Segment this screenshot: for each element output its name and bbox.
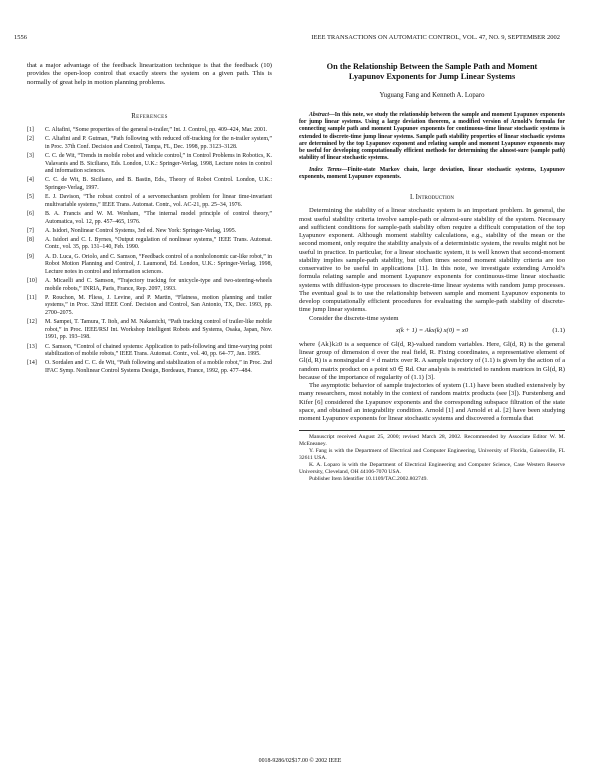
reference-number: [1] [27,127,34,133]
equation-body: x(k + 1) = Akx(k) x(0) = x0 [395,326,469,334]
introduction-heading: I. Introduction [409,194,455,202]
reference-number: [2] [27,136,34,143]
intro-paragraph-1: Determining the stability of a linear stochastic system is an important problem. In general, the most useful stability criteria involve sample-path or almost-sure stability of the system. Necessary and sufficient conditions for sample-path stability often require a difficult computation of the top Lyapunov exponent. Although moment stability calculations, e.g., stability of the mean or the second moment, only require the stability analysis of a deterministic system, the results might not be useful in practice. In particular, for a linear stochastic system, it is well known that second-moment stability implies sample-path stability, but often times second moment stability criteria are too conservative to be useful in applications [11]. In this note, we investigate extending Arnold’s formula relating sample and moment Lyapunov exponents for continuous-time linear stochastic systems with diffusion-type processes to discrete-time linear systems with random jump processes. The eventual goal is to use the relationship between sample and moment Lyapunov exponents to develop computationally efficient procedures for evaluating the sample-path stability of discrete-time jump linear systems. [299,207,565,314]
reference-number: [6] [27,210,34,217]
reference-text: C. Samson, “Control of chained systems: Application to path-following and time-varying point stabilization of mobile robots,” IEEE Trans. Automat. Contr., vol. 40, pp. 64–77, Jan. 1995. [45,343,272,358]
reference-item [27,194,272,209]
page-number: 1556 [14,34,27,41]
reference-number: [3] [27,152,34,159]
references-heading: References [131,112,168,120]
reference-text: C. Altafini, “Some properties of the general n-trailer,” Int. J. Control, pp. 409–424, Mar. 2001. [45,127,268,133]
reference-item [27,278,272,293]
reference-text: C. C. de Wit, B. Siciliano, and B. Bastin, Eds., Theory of Robot Control. London, U.K.: Springer-Verlag, 1997. [45,177,272,191]
equation-1-1 [299,327,565,336]
reference-number: [10] [27,278,37,285]
carryover-paragraph: that a major advantage of the feedback linearization technique is that the feedback (10) provides the open-loop control that exactly steers the system on a given path. This is normally of great help in motion planning problems. [27,62,272,86]
right-column [299,62,565,483]
footnote-divider [299,430,565,431]
reference-text: E. J. Davison, “The robust control of a servomechanism problem for linear time-invariant multivariable systems,” IEEE Trans. Automat. Contr., vol. AC-21, pp. 25–34, 1976. [45,194,272,208]
reference-item [27,153,272,176]
reference-item [27,177,272,192]
reference-number: [8] [27,236,34,243]
reference-text: B. A. Francis and W. M. Wonham, “The internal model principle of control theory,” Automatica, vol. 12, pp. 457–465, 1976. [45,210,272,225]
reference-number: [11] [27,294,37,301]
reference-item [27,237,272,252]
reference-item [27,228,272,236]
reference-number: [5] [27,194,34,201]
paper-title: On the Relationship Between the Sample Path and Moment Lyapunov Exponents for Jump Linear Systems [326,62,538,81]
footnote-publisher-id: Publisher Item Identifier 10.1109/TAC.2002.802749. [309,476,428,483]
reference-text: P. Rouchon, M. Fliess, J. Levine, and P. Martin, “Flatness, motion planning and trailer systems,” in Proc. 32nd IEEE Conf. Decision and Control, San Antonio, TX, Dec. 1993, pp. 2700–2075. [45,294,272,316]
reference-item [27,344,272,359]
abstract-text: In this note, we study the relationship between the sample and moment Lyapunov exponents for jump linear systems. Using a large deviation theorem, a modified version of Arnold’s formula for connecting sample path and moment Lyapunov exponents for continuous-time linear stochastic systems is extended to discrete-time jump linear systems. Sample path stability properties of linear stochastic systems are determined by the top Lyapunov exponent and relating sample and moment Lyapunov exponents may be useful for developing computationally efficient methods for determining the almost-sure (sample path) stability of linear stochastic systems. [299,112,565,161]
reference-text: C. C. de Wit, “Trends in mobile robot and vehicle control,” in Control Problems in Robotics, K. Valavanis and B. Siciliano, Eds. London, U.K.: Springer-Verlag, 1998, Lecture notes in control and information sciences. [45,152,272,175]
reference-list [27,127,272,376]
reference-item [27,211,272,226]
left-column [27,62,272,377]
intro-paragraph-4: The asymptotic behavior of sample trajectories of system (1.1) have been studied extensively by many researchers, most notably in the context of random matrix products (see [3]). Furstenberg and Kifer [6] considered the Lyapunov exponents and the corresponding subspace filtration of the state space, and obtained an integrability condition. Arnold [1] and Arnold et al. [2] have been studying moment Lyapunov exponents for linear stochastic systems and discovered a formula that [299,382,565,423]
reference-text: M. Sampei, T. Tamura, T. Itoh, and M. Nakamichi, “Path tracking control of trailer-like mobile robot,” in Proc. IEEE/RSJ Int. Workshop Intelligent Robots and Systems, Osaka, Japan, Nov. 1991, pp. 193–198. [45,319,272,341]
index-terms [299,167,565,181]
index-terms-text: Finite-state Markov chain, large deviation, linear stochastic systems, Lyapunov exponents, moment Lyapunov exponents. [299,166,566,180]
reference-item [27,319,272,342]
reference-item [27,136,272,151]
reference-text: C. Altafini and P. Gutman, “Path following with reduced off-tracking for the n-trailer system,” in Proc. 37th Conf. Decision and Control, Tampa, FL, Dec. 1998, pp. 3123–3128. [45,136,272,150]
journal-header: IEEE TRANSACTIONS ON AUTOMATIC CONTROL, VOL. 47, NO. 9, SEPTEMBER 2002 [311,34,560,41]
reference-number: [12] [27,319,37,326]
reference-number: [7] [27,227,34,234]
index-terms-label: Index Terms— [309,166,348,173]
reference-item [27,295,272,318]
footnote-received: Manuscript received August 25, 2000; revised March 28, 2002. Recommended by Associate Editor W. M. McEneaney. [299,434,565,448]
reference-text: A. Isidori, Nonlinear Control Systems, 3rd ed. New York: Springer-Verlag, 1995. [45,227,237,234]
intro-paragraph-2: Consider the discrete-time system [309,314,399,322]
reference-number: [9] [27,253,34,260]
reference-number: [13] [27,343,37,350]
reference-item [27,254,272,277]
reference-number: [4] [27,177,34,184]
reference-item [27,127,272,135]
abstract [299,112,565,162]
reference-text: A. D. Luca, G. Oriolo, and C. Samson, “Feedback control of a nonholonomic car-like robot,” in Robot Motion Planning and Control, J. Laumond, Ed. London, U.K.: Springer-Verlag, 1998, Lecture notes in control and information sciences. [45,253,272,275]
intro-paragraph-3: where {Ak}k≥0 is a sequence of Gl(d, R)-valued random variables. Here, Gl(d, R) is the general linear group of dimension d over the real field, R. Fixing coordinates, a representative element of Gl(d, R) is a nonsingular d × d matrix over R. A sample trajectory of (1.1) is given by the action of a random matrix product on a point x0 ∈ Rd. Our analysis is restricted to random matrices in Gl(d, R) because of the importance of regularity of (1.1) [3]. [299,340,565,381]
copyright-line: 0018-9286/02$17.00 © 2002 IEEE [258,758,342,764]
equation-number: (1.1) [552,326,565,334]
footnote-author-fang: Y. Fang is with the Department of Electrical and Computer Engineering, University of Florida, Gainesville, FL 32611 USA. [299,448,565,462]
reference-text: A. Isidori and C. I. Byrnes, “Output regulation of nonlinear systems,” IEEE Trans. Automat. Contr., vol. 35, pp. 131–140, Feb. 1990. [45,236,272,251]
reference-item [27,360,272,375]
reference-text: A. Micaelli and C. Samson, “Trajectory tracking for unicycle-type and two-steering-wheels mobile robots,” INRIA, Paris, France, Rep. 2097, 1993. [45,278,272,292]
abstract-label: Abstract— [309,112,335,119]
footnote-author-loparo: K. A. Loparo is with the Department of Electrical Engineering and Computer Science, Case Western Reserve University, Cleveland, OH 44106-7070 USA. [299,462,565,476]
reference-number: [14] [27,360,37,367]
reference-text: O. Sordalen and C. C. de Wit, “Path following and stabilization of a mobile robot,” in Proc. 2nd IFAC Symp. Nonlinear Control Systems Design, Bordeaux, France, 1992, pp. 477–484. [45,360,272,374]
paper-authors: Yuguang Fang and Kenneth A. Loparo [379,92,485,99]
